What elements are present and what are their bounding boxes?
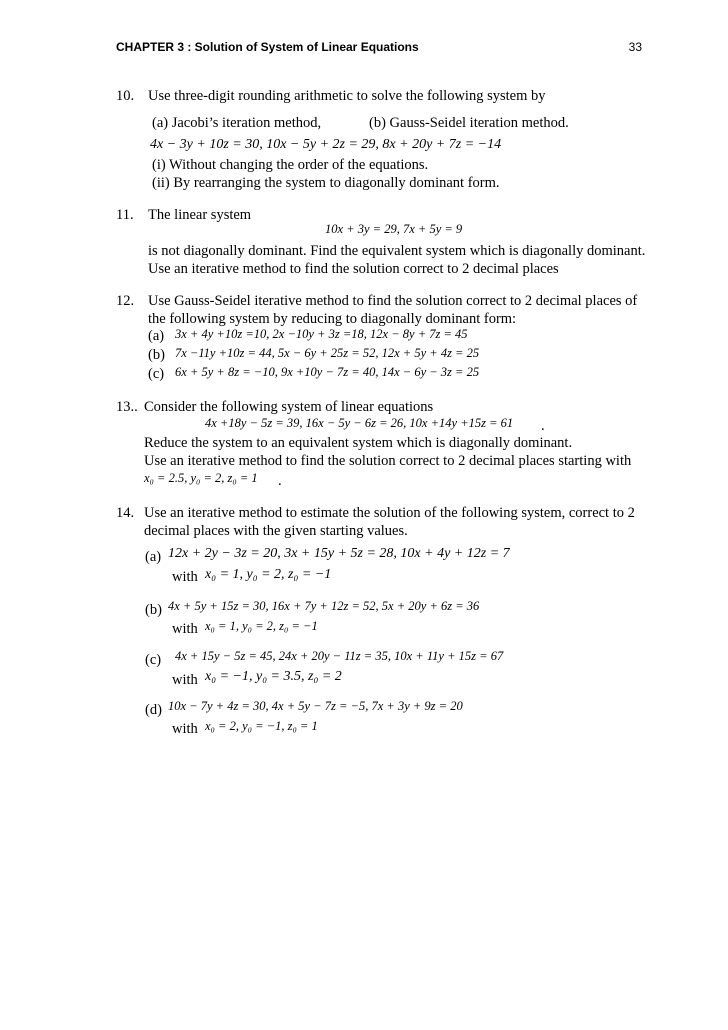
problem-14-b-label: (b)	[145, 602, 162, 618]
problem-14-c-label: (c)	[145, 652, 162, 668]
problem-12-c-equations: 6x + 5y + 8z = −10, 9x +10y − 7z = 40, 14x − 6y − 3z = 25	[175, 365, 480, 379]
problem-14-b-start-values: x₀ = 1, y₀ = 2, z₀ = −1	[205, 619, 318, 633]
problem-12-b-equations: 7x −11y +10z = 44, 5x − 6y + 25z = 52, 12x + 5y + 4z = 25	[175, 346, 480, 360]
problem-13-equations-period: .	[541, 418, 545, 434]
problem-14-c-with: with	[172, 672, 198, 688]
chapter-title: CHAPTER 3 : Solution of System of Linear Equations	[116, 40, 419, 54]
problem-12-b-label: (b)	[148, 347, 165, 363]
problem-10-stem: Use three-digit rounding arithmetic to solve the following system by	[148, 88, 546, 104]
problem-14-c-start-values: x₀ = −1, y₀ = 3.5, z₀ = 2	[205, 669, 342, 684]
problem-11-number: 11.	[116, 207, 134, 223]
problem-10-part-a: (a) Jacobi’s iteration method,	[152, 115, 322, 131]
problem-10-equations: 4x − 3y + 10z = 30, 10x − 5y + 2z = 29, 8x + 20y + 7z = −14	[150, 137, 502, 152]
problem-13-start-period: .	[278, 473, 282, 489]
problem-10-option-ii: (ii) By rearranging the system to diagonally dominant form.	[152, 175, 500, 191]
problem-12-number: 12.	[116, 293, 135, 309]
problem-13-start-values: x₀ = 2.5, y₀ = 2, z₀ = 1	[144, 471, 258, 485]
problem-14-a-label: (a)	[145, 549, 162, 565]
problem-13-equations: 4x +18y − 5z = 39, 16x − 5y − 6z = 26, 10x +14y +15z = 61	[205, 416, 514, 430]
problem-13-number: 13..	[116, 399, 138, 415]
problem-12-a-equations: 3x + 4y +10z =10, 2x −10y + 3z =18, 12x − 8y + 7z = 45	[175, 327, 468, 341]
problem-11-equations: 10x + 3y = 29, 7x + 5y = 9	[325, 222, 463, 236]
page-number: 33	[628, 40, 642, 54]
problem-13-line-1: Reduce the system to an equivalent system which is diagonally dominant.	[144, 435, 573, 451]
problem-14-line-1: Use an iterative method to estimate the solution of the following system, correct to 2	[144, 505, 635, 521]
problem-14-d-equations: 10x − 7y + 4z = 30, 4x + 5y − 7z = −5, 7x + 3y + 9z = 20	[168, 699, 463, 713]
problem-14-d-with: with	[172, 721, 198, 737]
problem-12-a-label: (a)	[148, 328, 165, 344]
problem-11-stem: The linear system	[148, 207, 252, 223]
problem-13-line-2: Use an iterative method to find the solution correct to 2 decimal places starting with	[144, 453, 632, 469]
problem-14-number: 14.	[116, 505, 135, 521]
problem-11-line-2: Use an iterative method to find the solution correct to 2 decimal places	[148, 261, 559, 277]
problem-10-number: 10.	[116, 88, 135, 104]
problem-14-a-start-values: x₀ = 1, y₀ = 2, z₀ = −1	[205, 567, 332, 582]
problem-12-line-1: Use Gauss-Seidel iterative method to find the solution correct to 2 decimal places of	[148, 293, 638, 309]
problem-14-d-start-values: x₀ = 2, y₀ = −1, z₀ = 1	[205, 719, 318, 733]
problem-14-a-with: with	[172, 569, 198, 585]
problem-14-b-equations: 4x + 5y + 15z = 30, 16x + 7y + 12z = 52, 5x + 20y + 6z = 36	[168, 599, 480, 613]
problem-14-d-label: (d)	[145, 702, 162, 718]
problem-12-c-label: (c)	[148, 366, 165, 382]
problem-10-option-i: (i) Without changing the order of the equations.	[152, 157, 429, 173]
problem-13-stem: Consider the following system of linear equations	[144, 399, 434, 415]
problem-12-line-2: the following system by reducing to diagonally dominant form:	[148, 311, 517, 327]
problem-14-b-with: with	[172, 621, 198, 637]
page-header	[116, 40, 642, 60]
problem-14-a-equations: 12x + 2y − 3z = 20, 3x + 15y + 5z = 28, 10x + 4y + 12z = 7	[168, 546, 510, 561]
problem-14-line-2: decimal places with the given starting values.	[144, 523, 408, 539]
problem-14-c-equations: 4x + 15y − 5z = 45, 24x + 20y − 11z = 35, 10x + 11y + 15z = 67	[175, 649, 504, 663]
problem-10-part-b: (b) Gauss-Seidel iteration method.	[369, 115, 569, 131]
problem-11-line-1: is not diagonally dominant. Find the equivalent system which is diagonally dominant.	[148, 243, 646, 259]
